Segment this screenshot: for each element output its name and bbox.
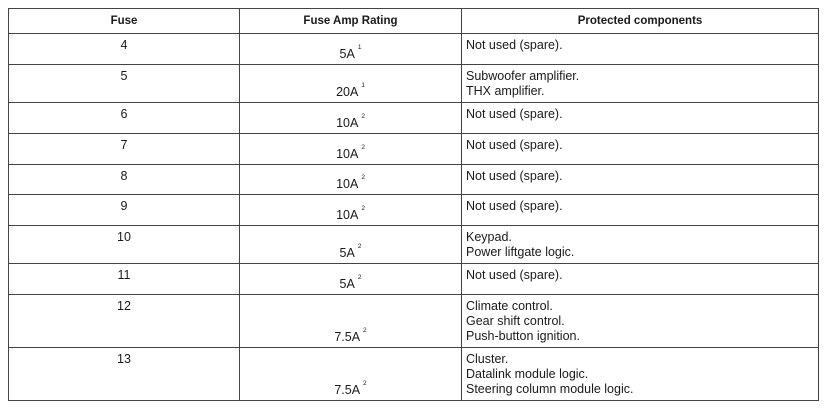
table-row (9, 195, 819, 226)
fuse-number: 13 (9, 348, 240, 401)
amp-rating-cell (240, 195, 462, 226)
component-line: Not used (spare). (466, 169, 563, 183)
fuse-number: 7 (9, 134, 240, 165)
amp-rating: 10A (336, 147, 359, 161)
amp-rating: 5A (339, 277, 355, 291)
header-protected-components: Protected components (462, 9, 819, 34)
fuse-number: 12 (9, 295, 240, 348)
component-line: Cluster. (466, 352, 509, 366)
amp-rating: 5A (339, 246, 355, 260)
amp-rating: 5A (339, 47, 355, 61)
table-row (9, 134, 819, 165)
protected-components-cell (462, 134, 819, 165)
amp-rating: 20A (336, 85, 359, 99)
component-line: Gear shift control. (466, 314, 565, 328)
table-header-row (9, 9, 819, 34)
header-amp-rating: Fuse Amp Rating (240, 9, 462, 34)
footnote-marker: 2 (361, 205, 365, 212)
protected-components-cell (462, 103, 819, 134)
protected-components-cell (462, 34, 819, 65)
component-line: Subwoofer amplifier. (466, 69, 580, 83)
component-line: Not used (spare). (466, 268, 563, 282)
amp-rating-cell (240, 103, 462, 134)
component-line: Not used (spare). (466, 199, 563, 213)
fuse-table-container (8, 8, 819, 401)
footnote-marker: 2 (357, 274, 362, 281)
protected-components-cell (462, 165, 819, 195)
fuse-number: 8 (9, 165, 240, 195)
amp-rating-cell (240, 348, 462, 401)
table-row (9, 295, 819, 348)
amp-rating: 7.5A (334, 383, 361, 397)
table-row (9, 226, 819, 264)
amp-rating-cell (240, 65, 462, 103)
protected-components-cell (462, 195, 819, 226)
component-line: Datalink module logic. (466, 367, 589, 381)
amp-rating: 10A (336, 177, 359, 191)
amp-rating-cell (240, 165, 462, 195)
component-line: Not used (spare). (466, 38, 563, 52)
component-line: Climate control. (466, 299, 553, 313)
component-line: Power liftgate logic. (466, 245, 575, 259)
component-line: Steering column module logic. (466, 382, 634, 396)
protected-components-cell (462, 348, 819, 401)
footnote-marker: 2 (363, 380, 367, 387)
component-line: Not used (spare). (466, 107, 563, 121)
amp-rating-cell (240, 264, 462, 295)
fuse-number: 9 (9, 195, 240, 226)
component-line: THX amplifier. (466, 84, 545, 98)
amp-rating: 10A (336, 116, 359, 130)
footnote-marker: 2 (361, 174, 365, 181)
protected-components-cell (462, 226, 819, 264)
amp-rating: 10A (336, 208, 359, 222)
component-line: Keypad. (466, 230, 512, 244)
amp-rating-cell (240, 226, 462, 264)
footnote-marker: 2 (361, 144, 365, 151)
footnote-marker: 2 (361, 113, 365, 120)
fuse-number: 6 (9, 103, 240, 134)
footnote-marker: 1 (357, 44, 362, 51)
amp-rating-cell (240, 295, 462, 348)
header-fuse: Fuse (9, 9, 240, 34)
component-line: Not used (spare). (466, 138, 563, 152)
fuse-number: 10 (9, 226, 240, 264)
amp-rating-cell (240, 34, 462, 65)
table-row (9, 103, 819, 134)
table-row (9, 34, 819, 65)
amp-rating-cell (240, 134, 462, 165)
protected-components-cell (462, 264, 819, 295)
protected-components-cell (462, 65, 819, 103)
table-row (9, 264, 819, 295)
amp-rating: 7.5A (334, 330, 361, 344)
table-body (9, 34, 819, 401)
table-row (9, 65, 819, 103)
protected-components-cell (462, 295, 819, 348)
table-row (9, 348, 819, 401)
component-line: Push-button ignition. (466, 329, 580, 343)
fuse-table (8, 8, 819, 401)
footnote-marker: 1 (361, 82, 365, 89)
table-row (9, 165, 819, 195)
footnote-marker: 2 (363, 327, 367, 334)
fuse-number: 5 (9, 65, 240, 103)
fuse-number: 4 (9, 34, 240, 65)
footnote-marker: 2 (357, 243, 362, 250)
fuse-number: 11 (9, 264, 240, 295)
